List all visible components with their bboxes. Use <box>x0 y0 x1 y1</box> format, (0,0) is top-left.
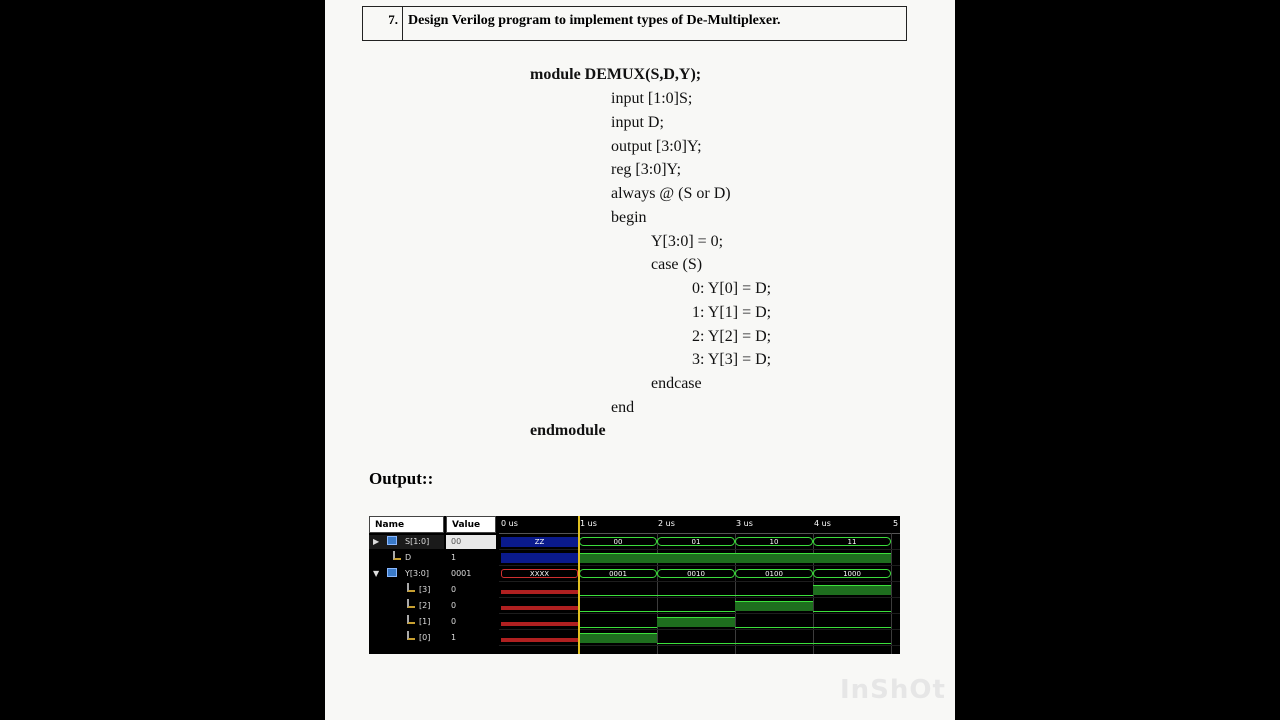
wire-segment-d-high <box>579 553 891 563</box>
wire-icon <box>407 599 415 608</box>
code-line: input D; <box>611 114 664 131</box>
time-ruler <box>499 516 900 534</box>
row-divider <box>499 597 900 598</box>
question-box <box>362 6 907 41</box>
signal-value: 1 <box>451 553 457 562</box>
time-label: 2 us <box>658 519 675 528</box>
bus-segment-s: 00 <box>579 537 657 546</box>
wire-segment-high <box>813 585 891 595</box>
code-line: 0: Y[0] = D; <box>692 280 772 297</box>
name-header[interactable]: Name <box>369 516 444 533</box>
signal-name[interactable]: [3] <box>419 585 431 594</box>
signal-name[interactable]: [2] <box>419 601 431 610</box>
signal-name[interactable]: [1] <box>419 617 431 626</box>
wire-segment-d-hiz <box>501 553 578 563</box>
code-line: output [3:0]Y; <box>611 138 702 155</box>
code-line: reg [3:0]Y; <box>611 161 682 178</box>
wire-segment-low <box>735 627 891 628</box>
time-label: 1 us <box>580 519 597 528</box>
value-pane <box>446 516 496 654</box>
code-line: 1: Y[1] = D; <box>692 304 772 321</box>
row-divider <box>499 613 900 614</box>
bus-segment-y: 0010 <box>657 569 735 578</box>
signal-name[interactable]: [0] <box>419 633 431 642</box>
value-header[interactable]: Value <box>446 516 496 533</box>
question-number: 7. <box>363 7 403 40</box>
name-pane <box>369 516 444 654</box>
grid-line <box>735 533 736 654</box>
wire-segment-low <box>579 611 735 612</box>
bus-segment-s: ZZ <box>501 537 578 547</box>
wire-segment-undefined <box>501 638 578 642</box>
signal-value: 0 <box>451 601 457 610</box>
code-line: 2: Y[2] = D; <box>692 328 772 345</box>
wire-segment-high <box>579 633 657 643</box>
wire-icon <box>393 551 401 560</box>
time-label: 3 us <box>736 519 753 528</box>
code-line: endmodule <box>530 422 606 439</box>
signal-name[interactable]: S[1:0] <box>405 537 430 546</box>
code-line: begin <box>611 209 647 226</box>
code-line: Y[3:0] = 0; <box>651 233 724 250</box>
row-divider <box>499 645 900 646</box>
code-line: endcase <box>651 375 702 392</box>
code-line: end <box>611 399 635 416</box>
bus-segment-y: 0001 <box>579 569 657 578</box>
wire-icon <box>407 583 415 592</box>
row-divider <box>499 629 900 630</box>
row-divider <box>499 565 900 566</box>
signal-value: 0001 <box>451 569 472 578</box>
bus-segment-s: 11 <box>813 537 891 546</box>
bus-icon <box>387 568 397 577</box>
wire-segment-low <box>657 643 891 644</box>
bus-segment-y: 0100 <box>735 569 813 578</box>
signal-value: 0 <box>451 617 457 626</box>
wire-segment-undefined <box>501 606 578 610</box>
time-label: 0 us <box>501 519 518 528</box>
row-divider <box>499 581 900 582</box>
output-label: Output:: <box>369 469 434 488</box>
signal-name[interactable]: D <box>405 553 412 562</box>
waveform-viewer <box>369 516 900 654</box>
watermark: InShOt <box>840 675 946 705</box>
wire-segment-high <box>657 617 735 627</box>
time-label: 4 us <box>814 519 831 528</box>
code-line: module DEMUX(S,D,Y); <box>530 66 702 83</box>
code-line: case (S) <box>651 256 703 273</box>
wire-segment-undefined <box>501 622 578 626</box>
code-line: input [1:0]S; <box>611 90 693 107</box>
bus-segment-y: XXXX <box>501 569 578 578</box>
signal-value: 0 <box>451 585 457 594</box>
time-label: 5 <box>893 519 899 528</box>
bus-icon <box>387 536 397 545</box>
wire-segment-high <box>735 601 813 611</box>
row-divider <box>499 549 900 550</box>
wire-segment-low <box>579 627 657 628</box>
signal-value: 00 <box>451 537 462 546</box>
grid-line <box>657 533 658 654</box>
wire-segment-undefined <box>501 590 578 594</box>
signal-value: 1 <box>451 633 457 642</box>
code-line: 3: Y[3] = D; <box>692 351 772 368</box>
code-line: always @ (S or D) <box>611 185 731 202</box>
wire-icon <box>407 615 415 624</box>
waveform-pane[interactable] <box>499 516 900 654</box>
expand-toggle[interactable]: ▼ <box>373 569 380 578</box>
wire-segment-low <box>579 595 813 596</box>
expand-toggle[interactable]: ▶ <box>373 537 380 546</box>
bus-segment-s: 01 <box>657 537 735 546</box>
wire-segment-low <box>813 611 891 612</box>
wire-icon <box>407 631 415 640</box>
bus-segment-y: 1000 <box>813 569 891 578</box>
signal-name[interactable]: Y[3:0] <box>405 569 430 578</box>
question-title: Design Verilog program to implement types of De-Multiplexer. <box>408 13 781 28</box>
grid-line <box>891 533 892 654</box>
time-cursor[interactable] <box>578 516 580 654</box>
bus-segment-s: 10 <box>735 537 813 546</box>
